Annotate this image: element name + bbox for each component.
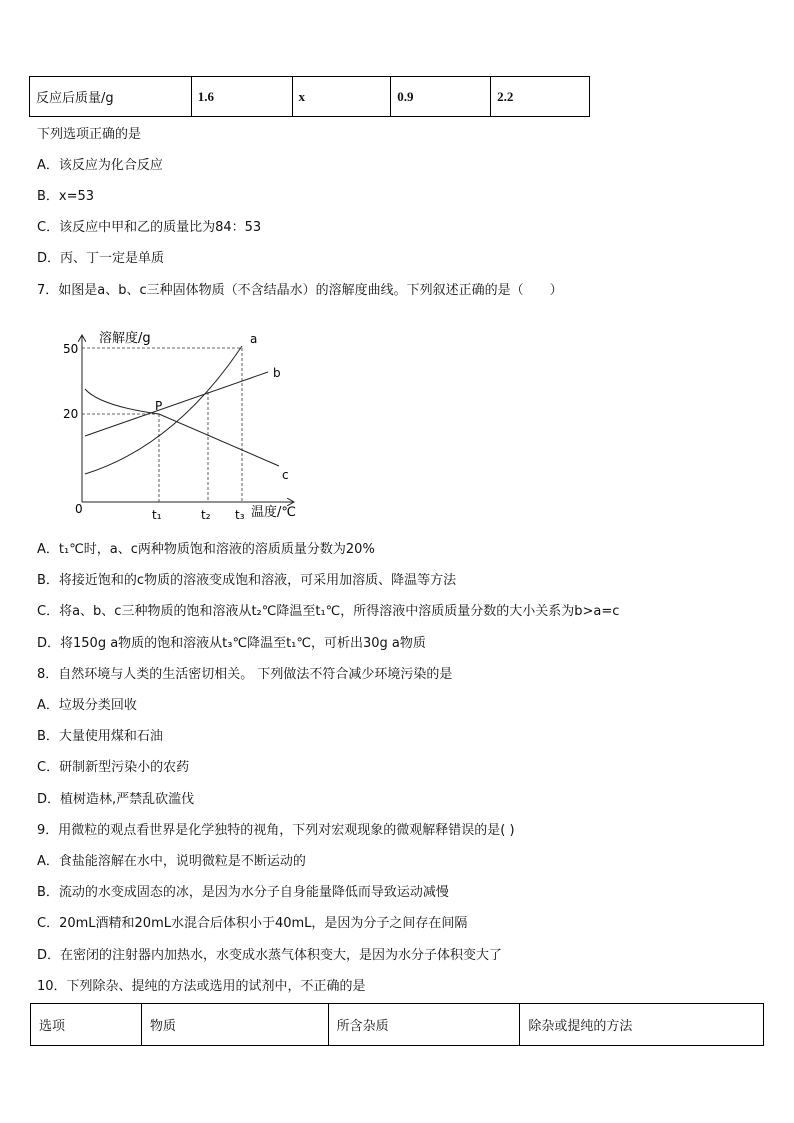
series-label-c: c: [282, 468, 289, 482]
q6-stem: 下列选项正确的是: [37, 127, 142, 142]
q8-stem: 8．自然环境与人类的生活密切相关。 下列做法不符合减少环境污染的是: [37, 667, 453, 682]
q10-stem: 10．下列除杂、提纯的方法或选用的试剂中，不正确的是: [37, 979, 366, 994]
header-method: 除杂或提纯的方法: [520, 1004, 764, 1046]
guide-lines: [82, 348, 242, 502]
q6-option-b: B．x=53: [37, 189, 95, 204]
q6-option-a: A．该反应为化合反应: [37, 158, 163, 173]
curve-c: [85, 389, 279, 466]
impurity-table: [30, 1003, 764, 1046]
q7-option-b: B．将接近饱和的c物质的溶液变成饱和溶液，可采用加溶质、降温等方法: [37, 573, 457, 588]
mass-table: [29, 76, 590, 117]
header-impurity: 所含杂质: [328, 1004, 520, 1046]
q8-option-a: A．垃圾分类回收: [37, 698, 137, 713]
header-substance: 物质: [141, 1004, 328, 1046]
solubility-chart: [55, 326, 315, 526]
q9-option-a: A．食盐能溶解在水中，说明微粒是不断运动的: [37, 854, 306, 869]
q7-option-c: C．将a、b、c三种物质的饱和溶液从t₂℃降温至t₁℃，所得溶液中溶质质量分数的大小关系为b>a=c: [37, 604, 620, 619]
q8-option-c: C．研制新型污染小的农药: [37, 760, 190, 775]
series-label-a: a: [250, 332, 258, 346]
q9-stem: 9．用微粒的观点看世界是化学独特的视角，下列对宏观现象的微观解释错误的是( ): [37, 823, 515, 838]
q7-option-d: D．将150g a物质的饱和溶液从t₃℃降温至t₁℃，可析出30g a物质: [37, 636, 426, 651]
table-cell: 2.2: [491, 77, 590, 117]
x-axis-label: 温度/℃: [251, 505, 296, 520]
x-tick-label: t₂: [201, 508, 211, 522]
row-header-cell: 反应后质量/g: [30, 77, 192, 117]
series-label-b: b: [273, 366, 281, 380]
q9-option-d: D．在密闭的注射器内加热水，水变成水蒸气体积变大，是因为水分子体积变大了: [37, 948, 503, 963]
q9-option-c: C．20mL酒精和20mL水混合后体积小于40mL，是因为分子之间存在间隔: [37, 916, 468, 931]
point-p-label: P: [155, 399, 163, 413]
table-row: [30, 77, 590, 117]
origin-label: 0: [75, 502, 83, 516]
q6-option-d: D．丙、丁一定是单质: [37, 251, 165, 266]
table-cell: 1.6: [191, 77, 292, 117]
x-tick-label: t₁: [152, 508, 162, 522]
table-cell: 0.9: [391, 77, 491, 117]
curve-a: [85, 346, 242, 474]
y-tick-label: 50: [63, 342, 79, 356]
q6-option-c: C．该反应中甲和乙的质量比为84：53: [37, 220, 262, 235]
table-cell: x: [292, 77, 391, 117]
table-header-row: [31, 1004, 764, 1046]
q7-option-a: A．t₁℃时，a、c两种物质饱和溶液的溶质质量分数为20%: [37, 542, 375, 557]
y-axis-label: 溶解度/g: [99, 331, 151, 346]
y-tick-label: 20: [63, 407, 79, 421]
header-option: 选项: [31, 1004, 142, 1046]
q8-option-b: B．大量使用煤和石油: [37, 729, 163, 744]
q8-option-d: D．植树造林,严禁乱砍滥伐: [37, 792, 195, 807]
q9-option-b: B．流动的水变成固态的冰，是因为水分子自身能量降低而导致运动减慢: [37, 885, 449, 900]
q7-stem: 7．如图是a、b、c三种固体物质（不含结晶水）的溶解度曲线。下列叙述正确的是（ ）: [37, 283, 563, 298]
x-tick-label: t₃: [235, 508, 245, 522]
